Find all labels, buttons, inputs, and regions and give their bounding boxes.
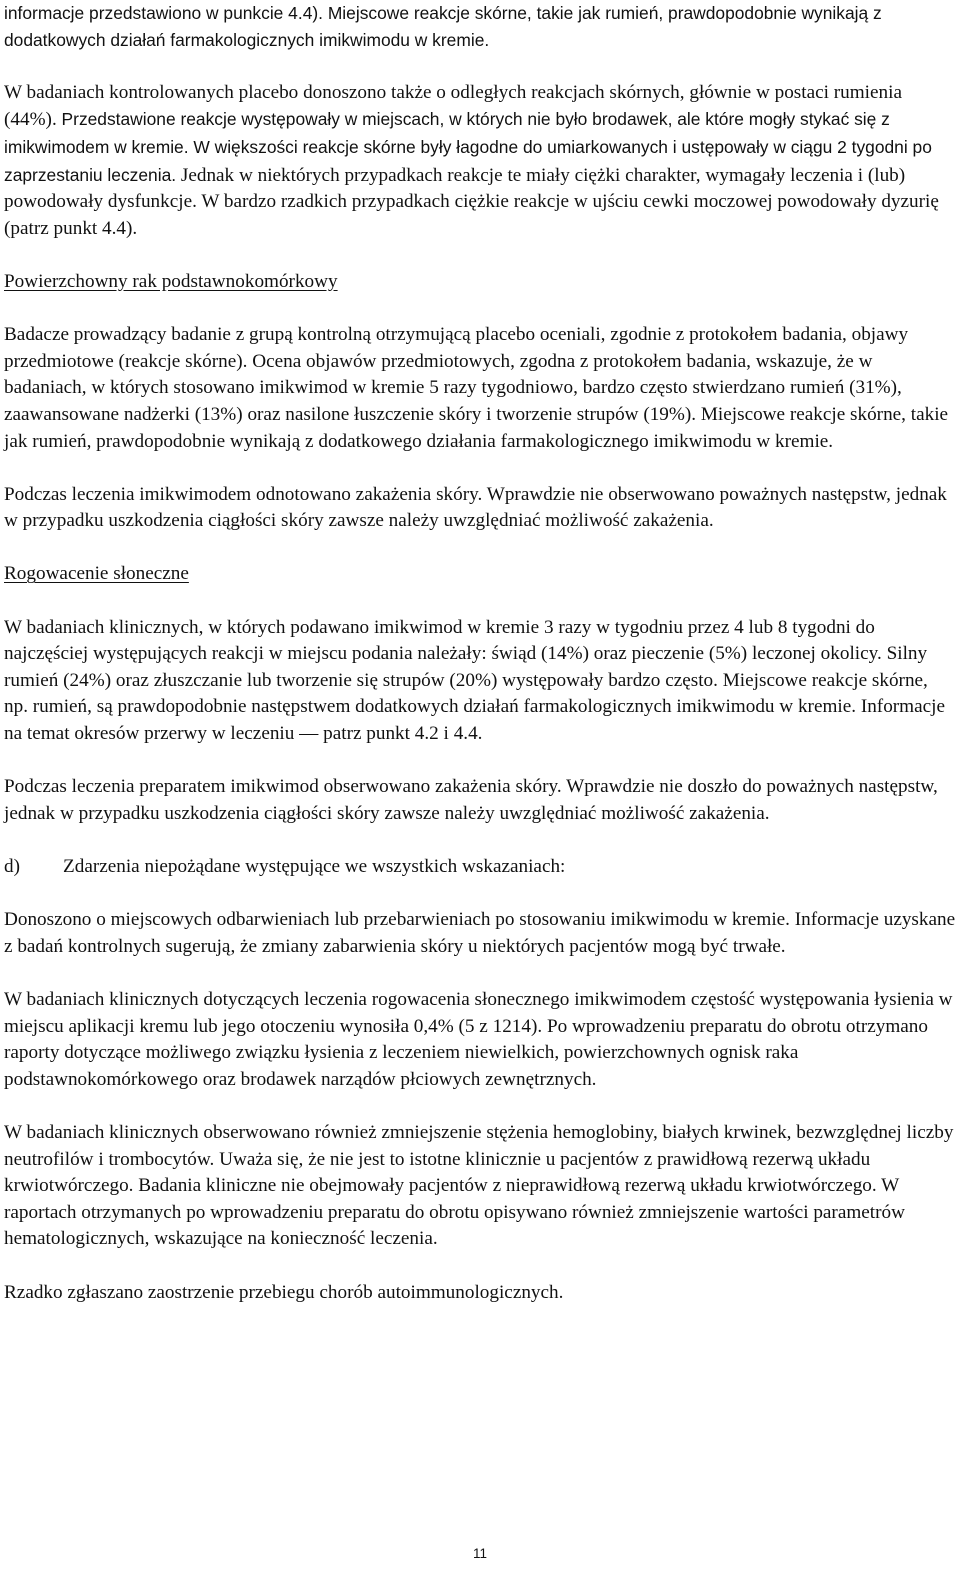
page-number: 11 (472, 1546, 487, 1561)
section-heading-ak: Rogowacenie słoneczne (4, 563, 189, 585)
section-heading-bcc: Powierzchowny rak podstawnokomórkowy (4, 270, 338, 292)
paragraph-autoimmune: Rzadko zgłaszano zaostrzenie przebiegu chorób autoimmunologicznych. (4, 1281, 564, 1303)
list-item-text: Zdarzenia niepożądane występujące we wszystkich wskazaniach: (63, 856, 566, 877)
paragraph-ak-reactions: W badaniach klinicznych, w których podawano imikwimod w kremie 3 razy w tygodniu przez 4 lub 8 tygodni do najczęściej występujących reakcji w miejscu podania należały: świąd (14%) oraz pieczenie (5%) leczonej okolicy. Silny rumień (24%) oraz złuszczanie lub tworzenie się strupów (20%) występowały bardzo często. Miejscowe reakcje skórne, np. rumień, są prawdopodobnie następstwem dodatkowych działań farmakologicznych imikwimodu w kremie. Informacje na temat okresów przerwy w leczeniu — patrz punkt 4.2 i 4.4. (4, 616, 945, 745)
paragraph-text: Przedstawione reakcje występowały w miejscach, w których nie było brodawek, ale które mogły stykać się z imikwimodem w kremie. W większości reakcje skórne były łagodne do umiarkowanych i ustępowały w ciągu 2 tygodni po zaprzestaniu leczenia. (4, 109, 932, 185)
paragraph-hematology: W badaniach klinicznych obserwowano również zmniejszenie stężenia hemoglobiny, białych krwinek, bezwzględnej liczby neutrofilów i trombocytów. Uważa się, że nie jest to istotne klinicznie u pacjentów z prawidłową rezerwą układu krwiotwórczego. Badania kliniczne nie obejmowały pacjentów z nieprawidłową rezerwą układu krwiotwórczego. W raportach otrzymanych po wprowadzeniu preparatu do obrotu opisywano również zmniejszenie wartości parametrów hematologicznych, wskazujące na konieczność leczenia. (4, 1121, 954, 1250)
paragraph-distant-reactions (4, 80, 956, 243)
paragraph-text: W badaniach kontrolowanych placebo donoszono także o odległych reakcjach skórnych, głównie w postaci rumienia (44%). (4, 81, 902, 131)
paragraph-discoloration: Donoszono o miejscowych odbarwieniach lub przebarwieniach po stosowaniu imikwimodu w kremie. Informacje uzyskane z badań kontrolnych sugerują, że zmiany zabarwienia skóry u niektórych pacjentów mogą być trwałe. (4, 909, 956, 957)
paragraph-alopecia: W badaniach klinicznych dotyczących leczenia rogowacenia słonecznego imikwimodem częstość występowania łysienia w miejscu aplikacji kremu lub jego otoczeniu wynosiła 0,4% (5 z 1214). Po wprowadzeniu preparatu do obrotu otrzymano raporty dotyczące możliwego związku łysienia z leczeniem niewielkich, powierzchownych ognisk raka podstawnokomórkowego oraz brodawek narządów płciowych zewnętrznych. (4, 988, 953, 1090)
list-item-d (4, 854, 956, 881)
list-item-marker: d) (4, 856, 20, 877)
document-page (4, 0, 956, 1306)
paragraph-ak-infections: Podczas leczenia preparatem imikwimod obserwowano zakażenia skóry. Wprawdzie nie doszło do poważnych następstw, jednak w przypadku uszkodzenia ciągłości skóry zawsze należy uwzględniać możliwość zakażenia. (4, 776, 938, 824)
paragraph-continuation: informacje przedstawiono w punkcie 4.4). Miejscowe reakcje skórne, takie jak rumień, prawdopodobnie wynikają z dodatkowych działań farmakologicznych imikwimodu w kremie. (4, 3, 882, 50)
paragraph-text: Jednak w niektórych przypadkach reakcje te miały ciężki charakter, wymagały leczenia i (lub) powodowały dysfunkcje. W bardzo rzadkich przypadkach ciężkie reakcje w ujściu cewki moczowej powodowały dyzurię (patrz punkt 4.4). (4, 164, 939, 239)
paragraph-bcc-signs: Badacze prowadzący badanie z grupą kontrolną otrzymującą placebo oceniali, zgodnie z protokołem badania, objawy przedmiotowe (reakcje skórne). Ocena objawów przedmiotowych, zgodna z protokołem badania, wskazuje, że w badaniach, w których stosowano imikwimod w kremie 5 razy tygodniowo, bardzo często stwierdzano rumień (31%), zaawansowane nadżerki (13%) oraz nasilone łuszczenie skóry i tworzenie strupów (19%). Miejscowe reakcje skórne, takie jak rumień, prawdopodobnie wynikają z dodatkowego działania farmakologicznego imikwimodu w kremie. (4, 324, 949, 452)
paragraph-bcc-infections: Podczas leczenia imikwimodem odnotowano zakażenia skóry. Wprawdzie nie obserwowano poważnych następstw, jednak w przypadku uszkodzenia ciągłości skóry zawsze należy uwzględniać możliwość zakażenia. (4, 483, 947, 532)
